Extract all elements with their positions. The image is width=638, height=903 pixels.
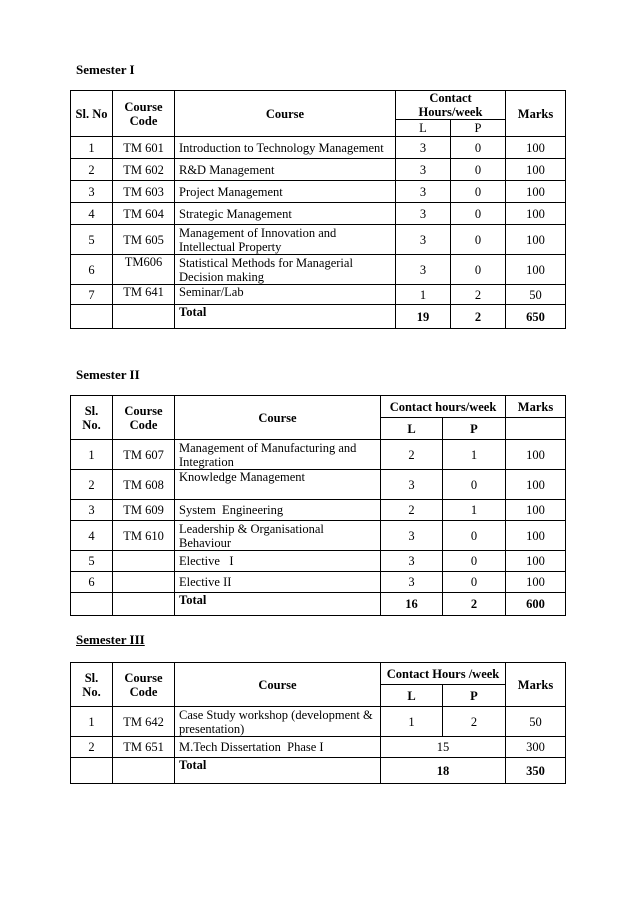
cell-code: TM 641: [113, 285, 175, 305]
header-course: Course: [175, 396, 381, 440]
cell-marks: 100: [506, 181, 566, 203]
cell-p: 0: [451, 159, 506, 181]
total-l: 19: [396, 305, 451, 329]
cell-l: 3: [396, 137, 451, 159]
header-course-code: Course Code: [113, 663, 175, 707]
cell-marks: 100: [506, 137, 566, 159]
cell-sl: 7: [71, 285, 113, 305]
cell-l: 1: [381, 707, 443, 737]
total-marks: 650: [506, 305, 566, 329]
cell-code: TM 607: [113, 440, 175, 470]
header-sl: Sl. No.: [71, 396, 113, 440]
cell-code: TM 608: [113, 470, 175, 500]
cell-marks: 100: [506, 203, 566, 225]
cell-l: 3: [396, 203, 451, 225]
cell-sl: 6: [71, 255, 113, 285]
header-l: L: [396, 120, 451, 137]
table-row: [71, 737, 566, 758]
cell-sl: 2: [71, 470, 113, 500]
total-label: Total: [175, 593, 381, 616]
header-marks: Marks: [506, 663, 566, 707]
total-contact-hours: 18: [381, 758, 506, 784]
header-course: Course: [175, 663, 381, 707]
cell-sl: 1: [71, 707, 113, 737]
cell-course: Management of Manufacturing and Integration: [175, 440, 381, 470]
table-row: [71, 572, 566, 593]
cell-sl: 5: [71, 225, 113, 255]
header-course-code: Course Code: [113, 91, 175, 137]
cell-l: 3: [381, 470, 443, 500]
cell-code: TM 601: [113, 137, 175, 159]
cell-code: TM 602: [113, 159, 175, 181]
cell-course: Strategic Management: [175, 203, 396, 225]
cell-p: 0: [443, 551, 506, 572]
cell-marks: 100: [506, 521, 566, 551]
cell-code: TM 605: [113, 225, 175, 255]
cell-p: 0: [451, 181, 506, 203]
cell-sl: 3: [71, 500, 113, 521]
header-contact-hours: Contact Hours /week: [381, 663, 506, 685]
cell-marks: 100: [506, 225, 566, 255]
cell-contact-hours: 15: [381, 737, 506, 758]
cell-code: TM 609: [113, 500, 175, 521]
cell-p: 2: [443, 707, 506, 737]
total-label: Total: [175, 305, 396, 329]
cell-p: 1: [443, 500, 506, 521]
table-row: [71, 500, 566, 521]
total-marks: 600: [506, 593, 566, 616]
cell-l: 3: [381, 572, 443, 593]
cell-l: 3: [396, 159, 451, 181]
cell-p: 0: [451, 255, 506, 285]
table-row: [71, 440, 566, 470]
cell-course: Leadership & Organisational Behaviour: [175, 521, 381, 551]
cell-l: 3: [396, 255, 451, 285]
cell-p: 0: [451, 137, 506, 159]
cell-sl: 4: [71, 203, 113, 225]
header-p: P: [443, 685, 506, 707]
cell-course: R&D Management: [175, 159, 396, 181]
cell-course: Seminar/Lab: [175, 285, 396, 305]
table-row: [71, 551, 566, 572]
cell-marks: 50: [506, 707, 566, 737]
header-course-code: Course Code: [113, 396, 175, 440]
cell-code: TM 651: [113, 737, 175, 758]
total-row: [71, 593, 566, 616]
cell-code: TM 642: [113, 707, 175, 737]
cell-course: Management of Innovation and Intellectual Property: [175, 225, 396, 255]
header-sl: Sl. No: [71, 91, 113, 137]
header-contact-hours: Contact hours/week: [381, 396, 506, 418]
cell-l: 3: [381, 521, 443, 551]
total-l: 16: [381, 593, 443, 616]
header-l: L: [381, 685, 443, 707]
semester-3-table: [70, 662, 566, 784]
cell-l: 3: [396, 181, 451, 203]
cell-course: Case Study workshop (development & presentation): [175, 707, 381, 737]
table-row: [71, 225, 566, 255]
cell-course: System Engineering: [175, 500, 381, 521]
table-row: [71, 707, 566, 737]
cell-code: [113, 572, 175, 593]
table-row: [71, 255, 566, 285]
cell-marks: 300: [506, 737, 566, 758]
header-sl: Sl. No.: [71, 663, 113, 707]
cell-l: 2: [381, 500, 443, 521]
table-row: [71, 181, 566, 203]
header-l: L: [381, 418, 443, 440]
table-row: [71, 159, 566, 181]
total-p: 2: [443, 593, 506, 616]
table-row: [71, 470, 566, 500]
header-marks: Marks: [506, 396, 566, 418]
cell-p: 0: [451, 225, 506, 255]
total-p: 2: [451, 305, 506, 329]
total-row: [71, 305, 566, 329]
table-row: [71, 285, 566, 305]
cell-p: 0: [443, 572, 506, 593]
cell-sl: 5: [71, 551, 113, 572]
total-label: Total: [175, 758, 381, 784]
cell-course: M.Tech Dissertation Phase I: [175, 737, 381, 758]
header-p: P: [443, 418, 506, 440]
table-row: [71, 137, 566, 159]
cell-code: TM 610: [113, 521, 175, 551]
semester-3-title: Semester III: [76, 632, 145, 647]
cell-course: Project Management: [175, 181, 396, 203]
header-contact-hours: Contact Hours/week: [396, 91, 506, 120]
table-row: [71, 203, 566, 225]
cell-marks: 100: [506, 440, 566, 470]
cell-course: Elective II: [175, 572, 381, 593]
cell-p: 0: [443, 521, 506, 551]
cell-l: 3: [381, 551, 443, 572]
cell-marks: 100: [506, 572, 566, 593]
cell-marks: 100: [506, 470, 566, 500]
cell-sl: 6: [71, 572, 113, 593]
cell-code: TM606: [113, 255, 175, 285]
cell-l: 2: [381, 440, 443, 470]
cell-p: 2: [451, 285, 506, 305]
cell-sl: 1: [71, 137, 113, 159]
cell-sl: 1: [71, 440, 113, 470]
cell-l: 1: [396, 285, 451, 305]
cell-marks: 50: [506, 285, 566, 305]
cell-course: Statistical Methods for Managerial Decision making: [175, 255, 396, 285]
header-p: P: [451, 120, 506, 137]
cell-p: 0: [443, 470, 506, 500]
semester-1-table: [70, 90, 566, 329]
cell-sl: 3: [71, 181, 113, 203]
cell-code: [113, 551, 175, 572]
cell-code: TM 604: [113, 203, 175, 225]
cell-marks: 100: [506, 500, 566, 521]
cell-course: Elective I: [175, 551, 381, 572]
semester-2-table: [70, 395, 566, 616]
cell-marks: 100: [506, 551, 566, 572]
semester-1-title: Semester I: [76, 62, 135, 77]
cell-sl: 4: [71, 521, 113, 551]
cell-marks: 100: [506, 255, 566, 285]
table-row: [71, 521, 566, 551]
cell-p: 0: [451, 203, 506, 225]
header-marks: Marks: [506, 91, 566, 137]
semester-2-title: Semester II: [76, 367, 140, 382]
cell-course: Knowledge Management: [175, 470, 381, 500]
cell-l: 3: [396, 225, 451, 255]
total-row: [71, 758, 566, 784]
cell-marks: 100: [506, 159, 566, 181]
cell-p: 1: [443, 440, 506, 470]
header-course: Course: [175, 91, 396, 137]
cell-code: TM 603: [113, 181, 175, 203]
total-marks: 350: [506, 758, 566, 784]
cell-sl: 2: [71, 159, 113, 181]
cell-sl: 2: [71, 737, 113, 758]
cell-course: Introduction to Technology Management: [175, 137, 396, 159]
